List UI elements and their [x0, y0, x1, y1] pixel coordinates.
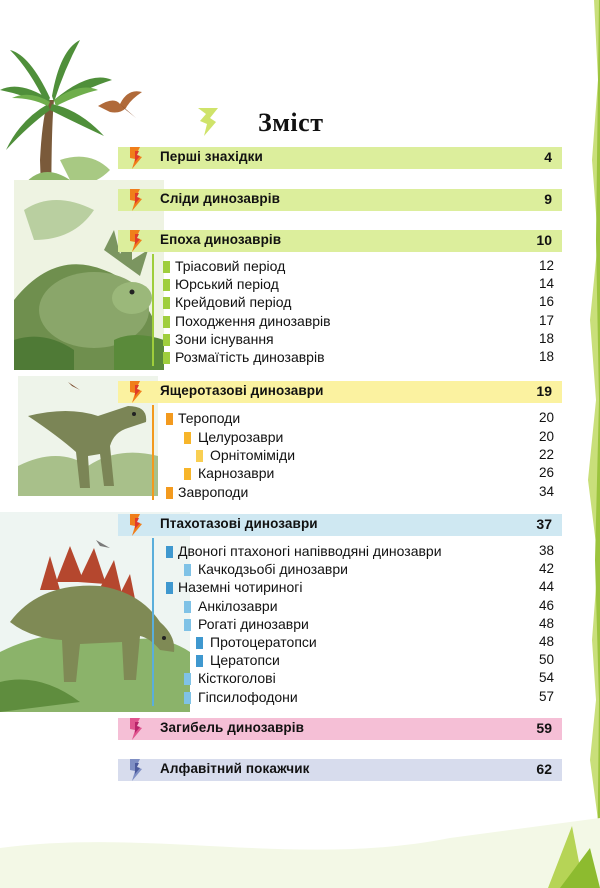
page-number: 62 — [536, 761, 552, 777]
toc-item-origin[interactable] — [163, 313, 558, 331]
page-number: 18 — [539, 349, 555, 364]
page-number: 48 — [539, 616, 555, 631]
item-title: Тероподи — [178, 410, 241, 426]
item-title: Тріасовий період — [175, 258, 286, 274]
page-number: 19 — [536, 383, 552, 399]
toc-item-terrestrial-quadrupeds[interactable] — [166, 579, 558, 597]
page-number: 37 — [536, 516, 552, 532]
item-title: Завроподи — [178, 484, 249, 500]
page-number: 16 — [539, 294, 555, 309]
item-title: Крейдовий період — [175, 294, 292, 310]
section-divider-line — [152, 405, 154, 500]
chapter-marker-icon — [128, 147, 144, 169]
item-title: Двоногі птахоногі напівводяні динозаври — [178, 543, 442, 559]
chapter-marker-icon — [128, 718, 144, 740]
toc-chapter-ornithischians[interactable] — [118, 514, 562, 536]
page-number: 22 — [539, 447, 555, 462]
item-marker-icon — [163, 334, 170, 346]
item-title: Кісткоголові — [198, 670, 276, 686]
page-number: 9 — [544, 191, 552, 207]
toc-item-protoceratops[interactable] — [196, 634, 558, 652]
page-number: 44 — [539, 579, 555, 594]
toc-item-theropods[interactable] — [166, 410, 558, 428]
toc-item-ornithomimids[interactable] — [196, 447, 558, 465]
toc-item-ankylosaurs[interactable] — [184, 598, 558, 616]
toc-item-cretaceous[interactable] — [163, 294, 558, 312]
page-number: 46 — [539, 598, 555, 613]
page-number: 20 — [539, 429, 555, 444]
item-marker-icon — [163, 316, 170, 328]
chapter-title: Загибель динозаврів — [160, 720, 304, 735]
item-marker-icon — [184, 692, 191, 704]
toc-item-jurassic[interactable] — [163, 276, 558, 294]
page-number: 26 — [539, 465, 555, 480]
page-number: 50 — [539, 652, 555, 667]
page-number: 57 — [539, 689, 555, 704]
toc-item-horned-dinosaurs[interactable] — [184, 616, 558, 634]
page-number: 4 — [544, 149, 552, 165]
item-marker-icon — [163, 261, 170, 273]
item-title: Цератопси — [210, 652, 280, 668]
toc-item-carnosaurs[interactable] — [184, 465, 558, 483]
toc-chapter-dinosaur-tracks[interactable] — [118, 189, 562, 211]
item-marker-icon — [166, 413, 173, 425]
item-title: Рогаті динозаври — [198, 616, 309, 632]
item-marker-icon — [196, 637, 203, 649]
item-title: Юрський період — [175, 276, 279, 292]
page-number: 12 — [539, 258, 555, 273]
chapter-title: Сліди динозаврів — [160, 191, 281, 206]
page-number: 59 — [536, 720, 552, 736]
toc-item-coelurosaurs[interactable] — [184, 429, 558, 447]
item-marker-icon — [196, 450, 203, 462]
page-number: 38 — [539, 543, 555, 558]
toc-chapter-extinction[interactable] — [118, 718, 562, 740]
item-marker-icon — [166, 487, 173, 499]
item-marker-icon — [184, 673, 191, 685]
page-number: 18 — [539, 331, 555, 346]
toc-chapter-alphabetical-index[interactable] — [118, 759, 562, 781]
chapter-title: Ящеротазові динозаври — [160, 383, 324, 398]
item-marker-icon — [184, 619, 191, 631]
item-marker-icon — [166, 546, 173, 558]
toc-item-triassic[interactable] — [163, 258, 558, 276]
item-title: Зони існування — [175, 331, 274, 347]
toc-item-bipedal-semiaquatic[interactable] — [166, 543, 558, 561]
item-title: Розмаїтість динозаврів — [175, 349, 325, 365]
item-title: Целурозаври — [198, 429, 284, 445]
page-edge-decoration — [578, 0, 600, 888]
toc-item-duckbills[interactable] — [184, 561, 558, 579]
toc-chapter-saurischians[interactable] — [118, 381, 562, 403]
item-title: Анкілозаври — [198, 598, 278, 614]
chapter-title: Птахотазові динозаври — [160, 516, 318, 531]
item-title: Протоцератопси — [210, 634, 317, 650]
item-title: Походження динозаврів — [175, 313, 331, 329]
page-number: 14 — [539, 276, 555, 291]
toc-item-hypsilophodons[interactable] — [184, 689, 558, 707]
item-marker-icon — [163, 279, 170, 291]
section-divider-line — [152, 254, 154, 366]
item-marker-icon — [196, 655, 203, 667]
toc-chapter-dinosaur-era[interactable] — [118, 230, 562, 252]
item-marker-icon — [166, 582, 173, 594]
toc-item-diversity[interactable] — [163, 349, 558, 367]
chapter-marker-icon — [128, 514, 144, 536]
page-number: 17 — [539, 313, 555, 328]
toc-chapter-first-finds[interactable] — [118, 147, 562, 169]
toc-item-habitat-zones[interactable] — [163, 331, 558, 349]
item-title: Наземні чотириногі — [178, 579, 303, 595]
item-marker-icon — [184, 432, 191, 444]
stegosaurus-illustration — [0, 512, 190, 712]
toc-item-sauropods[interactable] — [166, 484, 558, 502]
chapter-title: Алфавітний покажчик — [160, 761, 310, 776]
page-number: 34 — [539, 484, 555, 499]
toc-item-ceratopsians[interactable] — [196, 652, 558, 670]
item-marker-icon — [184, 468, 191, 480]
title-marker-icon — [198, 108, 218, 136]
chapter-marker-icon — [128, 759, 144, 781]
item-marker-icon — [163, 352, 170, 364]
page-number: 10 — [536, 232, 552, 248]
page-number: 42 — [539, 561, 555, 576]
pterosaur-illustration — [96, 86, 146, 126]
item-title: Орнітоміміди — [210, 447, 296, 463]
chapter-title: Перші знахідки — [160, 149, 263, 164]
item-title: Гіпсилофодони — [198, 689, 298, 705]
item-title: Качкодзьобі динозаври — [198, 561, 348, 577]
page-number: 54 — [539, 670, 555, 685]
bottom-decoration — [0, 818, 600, 888]
chapter-marker-icon — [128, 230, 144, 252]
item-marker-icon — [184, 564, 191, 576]
toc-item-pachycephalosaurs[interactable] — [184, 670, 558, 688]
item-marker-icon — [184, 601, 191, 613]
item-title: Карнозаври — [198, 465, 275, 481]
chapter-marker-icon — [128, 189, 144, 211]
chapter-title: Епоха динозаврів — [160, 232, 282, 247]
page-title: Зміст — [258, 108, 324, 137]
page-number: 48 — [539, 634, 555, 649]
section-divider-line — [152, 538, 154, 706]
chapter-marker-icon — [128, 381, 144, 403]
item-marker-icon — [163, 297, 170, 309]
page-number: 20 — [539, 410, 555, 425]
